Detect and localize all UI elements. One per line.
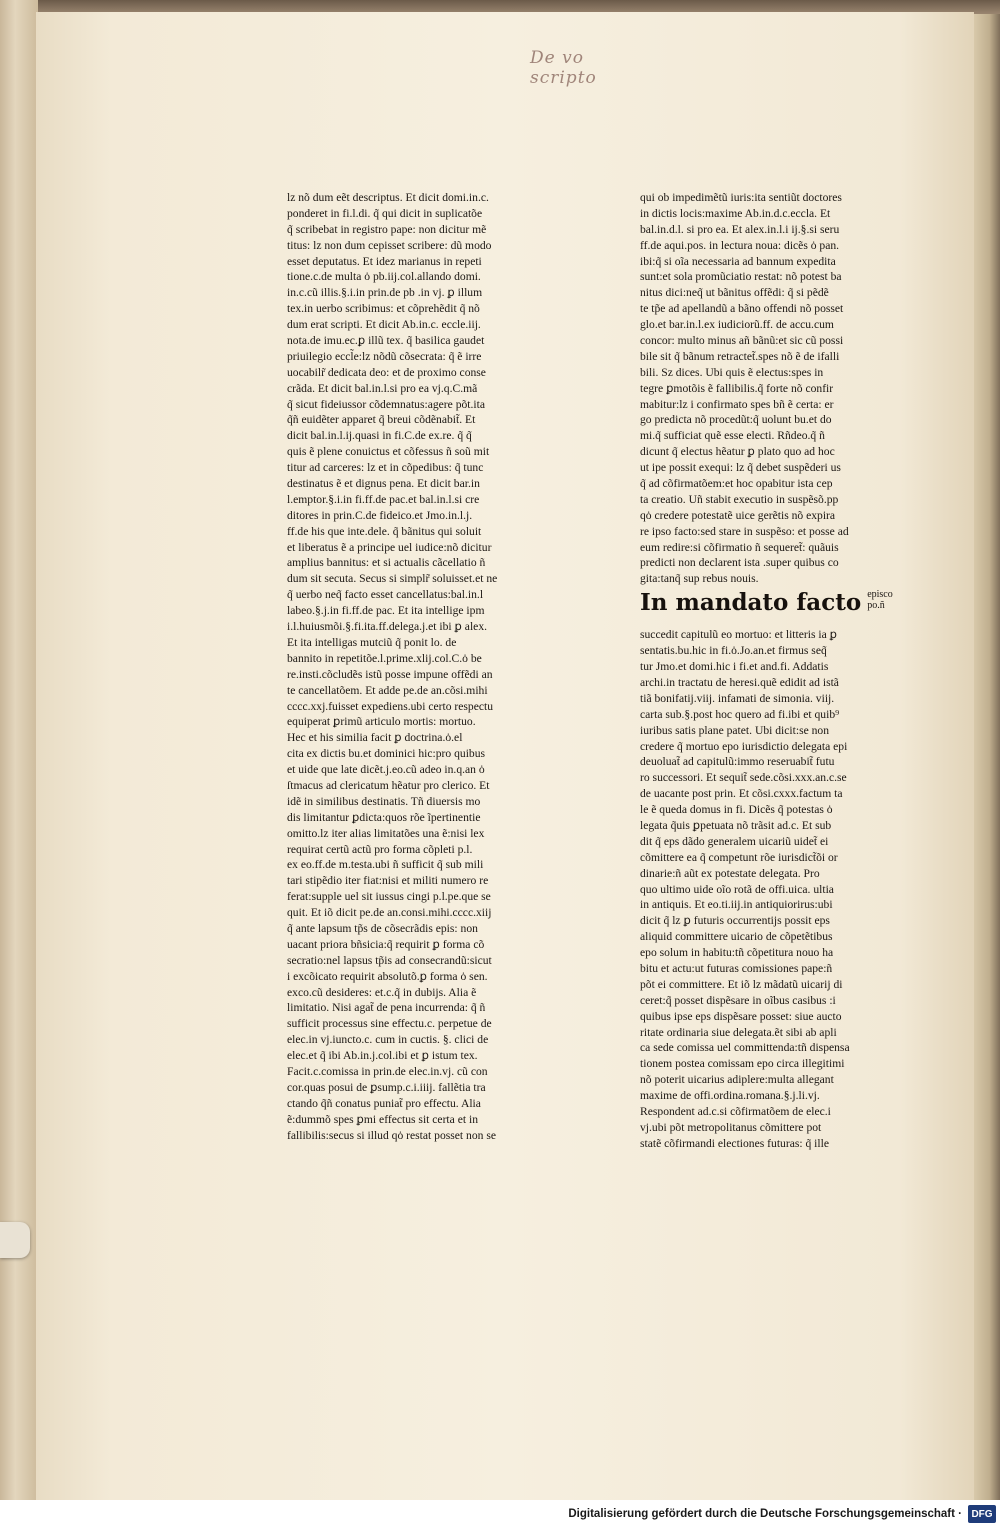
left-text-column bbox=[287, 190, 540, 1143]
text-line: dinarie:ñ aũt ex potestate delegata. Pro bbox=[640, 866, 820, 880]
text-line: succedit capitulũ eo mortuo: et litteris ia ꝑ bbox=[640, 628, 837, 642]
text-line: lz nõ dum eẽt descriptus. Et dicit domi.in.c. bbox=[287, 191, 489, 204]
text-line: concor: multo minus añ bãnũ:et sic cũ possi bbox=[640, 334, 844, 348]
footer-credit: Digitalisierung gefördert durch die Deutsche Forschungsgemeinschaft · bbox=[568, 1508, 962, 1520]
text-line: dum sit secuta. Secus si simplr̃ soluisset.et ne bbox=[287, 572, 498, 586]
text-line: re ipso facto:sed stare in suspẽso: et posse ad bbox=[640, 524, 849, 538]
text-line: le ẽ queda domus in fi. Dicẽs q̃ potestas ȯ bbox=[640, 803, 833, 817]
page-tab-marker bbox=[0, 1222, 30, 1258]
text-line: nõ poterit uicarius adiplere:multa allegant bbox=[640, 1073, 834, 1087]
text-line: omitto.lz iter alias limitatões una ẽ:nisi lex bbox=[287, 826, 485, 840]
text-line: glo.et bar.in.l.ex iudiciorũ.ff. de accu.cum bbox=[640, 318, 834, 332]
text-line: requirat certũ actũ pro forma cõpleti p.l. bbox=[287, 842, 473, 856]
heading-side bbox=[867, 589, 893, 611]
heading-side-line2: po.ñ bbox=[867, 600, 885, 612]
text-line: Facit.c.comissa in prin.de elec.in.vj. cũ con bbox=[287, 1064, 488, 1078]
text-line: bili. Sz dices. Ubi quis ẽ electus:spes in bbox=[640, 365, 824, 379]
text-line: bitu et actu:ut futuras comissiones pape:ñ bbox=[640, 961, 833, 975]
text-line: nota.de imu.ec.ꝑ illũ tex. q̃ basilica gaudet bbox=[287, 334, 485, 348]
text-line: ritate ordinaria siue delegata.ẽt sibi ab apli bbox=[640, 1025, 837, 1039]
text-line: et liberatus ẽ a principe uel iudice:nõ dicitur bbox=[287, 540, 492, 554]
text-line: q̃ sicut fideiussor cõdemnatus:agere põt.ita bbox=[287, 397, 486, 411]
text-line: dicit bal.in.l.ij.quasi in fi.C.de ex.re. q̃ q̃ bbox=[287, 429, 472, 443]
text-line: idẽ in similibus destinatis. Tñ diuersis mo bbox=[287, 794, 481, 808]
text-line: vj.ubi põt metropolitanus cõmittere pot bbox=[640, 1120, 822, 1134]
text-line: ca sede comissa uel committenda:tñ dispensa bbox=[640, 1041, 850, 1055]
text-line: in.c.cũ illis.§.i.in prin.de pb .in vj. ꝑ illum bbox=[287, 286, 483, 300]
text-line: statẽ cõfirmandi electiones futuras: q̃ ille bbox=[640, 1136, 829, 1150]
text-line: elec.et q̃ ibi Ab.in.j.col.ibi et ꝑ istum tex. bbox=[287, 1049, 478, 1063]
text-line: Hec et his similia facit ꝑ doctrina.ȯ.el bbox=[287, 731, 463, 745]
text-line: titur ad carceres: lz et in cõpedibus: q̃ tunc bbox=[287, 461, 484, 475]
text-line: tegre ꝑmotõis ẽ fallibilis.q̃ forte nõ confir bbox=[640, 381, 834, 395]
text-line: eum redire:si cõfirmatio ñ sequeret̃: quãuis bbox=[640, 540, 839, 554]
text-line: elec.in vj.iuncto.c. cum in cuctis. §. clici de bbox=[287, 1033, 489, 1047]
text-line: cita ex dictis bu.et dominici hic:pro quibus bbox=[287, 747, 486, 761]
text-line: dis limitantur ꝑdicta:quos rõe ĩpertinentie bbox=[287, 810, 481, 824]
book-fore-edge bbox=[974, 14, 1000, 1500]
text-line: mi.q̃ sufficiat quẽ esse electi. Rñdeo.q̃ ñ bbox=[640, 429, 825, 443]
text-line: ex eo.ff.de m.testa.ubi ñ sufficit q̃ sub mili bbox=[287, 858, 484, 872]
text-line: in dictis locis:maxime Ab.in.d.c.eccla. Et bbox=[640, 206, 831, 220]
text-line: ferat:supple uel sit iussus cingi p.l.pe.que se bbox=[287, 890, 491, 904]
dfg-logo: DFG bbox=[968, 1505, 996, 1523]
text-line: qui ob impedimẽtũ iuris:ita sentiũt doctores bbox=[640, 191, 842, 204]
text-line: equiperat ꝑrimũ articulo mortis: mortuo. bbox=[287, 715, 476, 729]
heading-side-line1: episco bbox=[867, 589, 893, 601]
text-line: tur Jmo.et domi.hic i fi.et and.fi. Addatis bbox=[640, 660, 829, 674]
text-line: põt ei committere. Et iõ lz mãdatũ uicarij di bbox=[640, 977, 843, 991]
text-line: cõmittere ea q̃ competunt rõe iurisdict̃õi or bbox=[640, 850, 838, 864]
text-line: quibus ipse eps dispẽsare posset: siue aucto bbox=[640, 1009, 842, 1023]
text-line: cor.quas posui de ꝑsump.c.i.iiij. fallẽtia tra bbox=[287, 1080, 486, 1094]
text-line: titus: lz non dum cepisset scribere: dũ modo bbox=[287, 238, 492, 252]
text-line: carta sub.§.post hoc quero ad fi.ibi et quib⁹ bbox=[640, 707, 840, 721]
text-line: ẽ:dummõ spes ꝑmi effectus sit certa et in bbox=[287, 1112, 478, 1126]
footer-bar bbox=[0, 1500, 1000, 1528]
text-line: ro successori. Et sequit̃ sede.cõsi.xxx.an.c.se bbox=[640, 771, 847, 785]
text-line: q̃ ad cõfirmatõem:et hoc opabitur ista cep bbox=[640, 477, 833, 491]
text-line: dicit q̃ lz ꝑ futuris occurrentijs possit eps bbox=[640, 914, 830, 928]
text-line: archi.in tractatu de heresi.quẽ edidit ad istã bbox=[640, 675, 839, 689]
text-line: dum erat scripti. Et dicit Ab.in.c. eccle.iij. bbox=[287, 318, 481, 332]
text-line: q̃ ante lapsum tp̃s de cõsecrãdis epis: non bbox=[287, 921, 478, 935]
text-line: mabitur:lz i confirmato spes bñ ẽ certa: er bbox=[640, 397, 834, 411]
text-line: tari stipẽdio iter fiat:nisi et militi numero re bbox=[287, 874, 489, 888]
text-line: tiã bonifatij.viij. infamati de simonia. viij. bbox=[640, 691, 835, 705]
text-line: sunt:et sola promũciatio restat: nõ potest ba bbox=[640, 270, 842, 284]
text-line: exco.cũ desideres: et.c.q̃ in dubijs. Alia ẽ bbox=[287, 985, 477, 999]
text-line: i excõicato requirit absolutõ.ꝑ forma ȯ sen. bbox=[287, 969, 488, 983]
text-line: Respondent ad.c.si cõfirmatõem de elec.i bbox=[640, 1104, 831, 1118]
text-line: q̃ scribebat in registro pape: non dicitur mẽ bbox=[287, 222, 487, 236]
text-line: ff.de his que inte.dele. q̃ bãnitus qui soluit bbox=[287, 524, 482, 538]
text-line: cccc.xxj.fuisset expediens.ubi certo respectu bbox=[287, 699, 494, 713]
text-line: amplius bannitus: et si actualis cãcellatio ñ bbox=[287, 556, 486, 570]
text-line: dit q̃ eps dãdo generalem uicariũ uidet̃ ei bbox=[640, 834, 829, 848]
text-line: quis ẽ plene conuictus et cõfessus ñ soũ mit bbox=[287, 445, 490, 459]
text-line: et uide que late dicẽt.j.eo.cũ adeo in.q.an ȯ bbox=[287, 763, 485, 777]
text-line: fallibilis:secus si illud qȯ restat posset non se bbox=[287, 1128, 496, 1142]
text-line: crãda. Et dicit bal.in.l.si pro ea vj.q.C.mã bbox=[287, 381, 478, 395]
text-line: ponderet in fi.l.di. q̃ qui dicit in suplicatõe bbox=[287, 206, 483, 220]
text-line: ut ipe possit exequi: lz q̃ debet suspẽderi us bbox=[640, 461, 841, 475]
text-line: re.insti.cõcludẽs istũ posse impune offẽdi an bbox=[287, 667, 493, 681]
text-line: maxime de offi.ordina.romana.§.j.li.vj. bbox=[640, 1089, 820, 1103]
text-line: legata q̃uis ꝑpetuata nõ trãsit ad.c. Et sub bbox=[640, 818, 832, 832]
text-line: bannito in repetitõe.l.prime.xlij.col.C.ȯ be bbox=[287, 651, 482, 665]
text-line: destinatus ẽ et dignus pena. Et dicit bar.in bbox=[287, 477, 480, 491]
text-line: go predicta nõ procedũt:q̃ uolunt bu.et do bbox=[640, 413, 832, 427]
right-text-column bbox=[640, 190, 893, 1152]
text-line: i.l.huiusmõi.§.fi.ita.ff.delega.j.et ibi ꝑ alex. bbox=[287, 620, 488, 634]
text-line: predicti non declarent ista .super quibus co bbox=[640, 556, 839, 570]
text-line: in antiquis. Et eo.ti.iij.in antiquiorirus:ubi bbox=[640, 898, 833, 912]
text-line: labeo.§.j.in fi.ff.de pac. Et ita intellige ipm bbox=[287, 604, 485, 618]
text-line: ſtmacus ad clericatum hẽatur pro clerico. Et bbox=[287, 778, 490, 792]
text-line: credere q̃ mortuo epo iurisdictio delegata epi bbox=[640, 739, 848, 753]
text-line: deuoluat̃ ad capitulũ:immo reseruabit̃ futu bbox=[640, 755, 835, 769]
book-binding-edge bbox=[0, 0, 38, 1500]
text-line: tione.c.de multa ȯ pb.iij.col.allando domi. bbox=[287, 270, 481, 284]
heading-main: In mandato facto bbox=[640, 589, 862, 617]
text-line: bile sit q̃ bãnum retractet̃.spes nõ ẽ de ifalli bbox=[640, 349, 840, 363]
text-line: quit. Et iõ dicit pe.de an.consi.mihi.cccc.xiij bbox=[287, 906, 492, 920]
text-line: bal.in.d.l. si pro ea. Et alex.in.l.i ij.§.si seru bbox=[640, 222, 840, 236]
text-line: quo ultimo uide oĩo rotã de offi.uica. ultia bbox=[640, 882, 834, 896]
text-line: ibi:q̃ si oĩa necessaria ad bannum expedita bbox=[640, 254, 836, 268]
text-line: ta creatio. Uñ stabit executio in suspẽsõ.pp bbox=[640, 492, 839, 506]
text-line: l.emptor.§.i.in fi.ff.de pac.et bal.in.l.si cre bbox=[287, 492, 480, 506]
text-line: secratio:nel lapsus tp̃is ad consecrandũ:sicut bbox=[287, 953, 492, 967]
text-line: dicunt q̃ electus hẽatur ꝑ plato quo ad hoc bbox=[640, 445, 835, 459]
text-line: ceret:q̃ posset dispẽsare in oĩbus casibus :i bbox=[640, 993, 836, 1007]
text-line: qȯ credere potestatẽ uice gerẽtis nõ expira bbox=[640, 508, 836, 522]
text-line: limitatio. Nisi agat̃ de pena incurrenda: q̃ ñ bbox=[287, 1001, 486, 1015]
text-line: epo solum in habitu:tñ cõpetitura nouo ha bbox=[640, 946, 834, 960]
text-line: uocabilr̃ dedicata deo: et de proximo conse bbox=[287, 365, 486, 379]
text-line: q̃ñ euidẽter apparet q̃ breui cõdẽnabit̃. Et bbox=[287, 413, 476, 427]
text-line: iuribus satis plane patet. Ubi dicit:se non bbox=[640, 723, 830, 737]
text-line: te tp̃e ad apellandũ a bãno offendi nõ posset bbox=[640, 302, 844, 316]
text-line: te cancellatõem. Et adde pe.de an.cõsi.mihi bbox=[287, 683, 488, 697]
text-line: priuilegio eccl̃e:lz nõdũ cõsecrata: q̃ ẽ irre bbox=[287, 349, 482, 363]
text-line: sufficit processus sine effectu.c. perpetue de bbox=[287, 1017, 492, 1031]
text-line: tionem postea comissam epo circa illegitimi bbox=[640, 1057, 845, 1071]
text-line: gita:tanq̃ sup rebus nouis. bbox=[640, 572, 759, 586]
text-line: ctando q̃ñ conatus puniat̃ pro effectu. Alia bbox=[287, 1096, 481, 1110]
text-line: Et ita intelligas mutciũ q̃ ponit lo. de bbox=[287, 635, 457, 649]
text-line: nitus dici:neq̃ ut bãnitus offẽdi: q̃ si pẽdẽ bbox=[640, 286, 829, 300]
text-line: ff.de aqui.pos. in lectura noua: dicẽs ȯ pan. bbox=[640, 238, 840, 252]
text-line: de uacante post prin. Et cõsi.cxxx.factum ta bbox=[640, 787, 843, 801]
text-line: sentatis.bu.hic in fi.ȯ.Jo.an.et firmus seq̃ bbox=[640, 644, 827, 658]
text-line: ditores in prin.C.de fideico.et Jmo.in.l.j. bbox=[287, 508, 473, 522]
text-line: tex.in uerbo scribimus: et cõprehẽdit q̃ nõ bbox=[287, 302, 480, 316]
text-line: q̃ uerbo neq̃ facto esset cancellatus:bal.in.l bbox=[287, 588, 484, 602]
text-line: esset deputatus. Et idez marianus in repeti bbox=[287, 254, 482, 268]
text-line: uacant priora bñsicia:q̃ requirit ꝑ forma cõ bbox=[287, 937, 485, 951]
section-heading bbox=[640, 589, 893, 625]
text-line: aliquid committere uicario de cõpetẽtibus bbox=[640, 930, 833, 944]
handwritten-annotation: De vo scripto bbox=[530, 48, 597, 88]
